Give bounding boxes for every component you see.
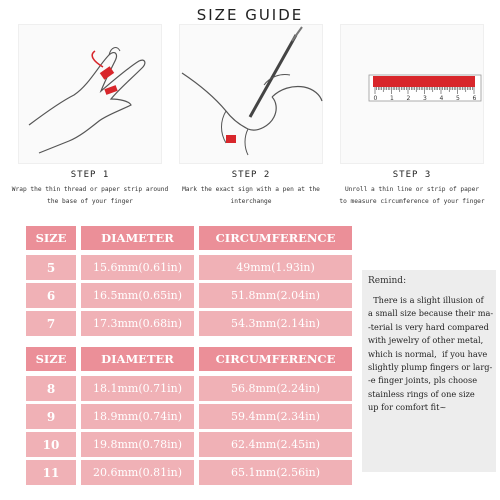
step-2-desc-line: Mark the exact sign with a pen at the — [182, 186, 320, 193]
diameter-cell: 17.3mm(0.68in) — [81, 311, 194, 336]
step-3-illustration — [340, 24, 484, 164]
remind-title: Remind: — [368, 276, 407, 286]
circumference-cell: 56.8mm(2.24in) — [199, 376, 352, 401]
remind-line: which is normal, if you have — [368, 348, 488, 359]
circumference-header: CIRCUMFERENCE — [199, 226, 352, 250]
step-2-desc-line: interchange — [230, 198, 272, 205]
remind-line: -terial is very hard compared — [368, 321, 489, 332]
diameter-cell: 16.5mm(0.65in) — [81, 283, 194, 308]
step-2-title: STEP 2 — [231, 170, 271, 180]
step-2-illustration — [179, 24, 323, 164]
ruler-tick-label: 6 — [472, 95, 477, 102]
circumference-cell: 51.8mm(2.04in) — [199, 283, 352, 308]
circumference-cell: 59.4mm(2.34in) — [199, 404, 352, 429]
circumference-header: CIRCUMFERENCE — [199, 347, 352, 371]
step-1-desc-line: the base of your finger — [47, 198, 133, 205]
remind-line: with jewelry of other metal, — [368, 335, 484, 346]
ruler-tick-label: 5 — [456, 95, 460, 102]
hand-wrap-icon — [19, 25, 163, 165]
diameter-header: DIAMETER — [81, 226, 194, 250]
circumference-cell: 49mm(1.93in) — [199, 255, 352, 280]
size-cell: 5 — [26, 255, 76, 280]
size-header: SIZE — [26, 226, 76, 250]
ruler-tick-label: 2 — [406, 95, 411, 102]
size-cell: 6 — [26, 283, 76, 308]
step-1-description — [10, 184, 170, 208]
remind-line: -e finger joints, pls choose — [368, 375, 478, 386]
ruler-tick-label: 1 — [390, 95, 394, 102]
circumference-cell: 65.1mm(2.56in) — [199, 460, 352, 485]
remind-box — [362, 270, 496, 472]
size-cell: 8 — [26, 376, 76, 401]
step-3-description — [332, 184, 492, 208]
page-title: SIZE GUIDE — [196, 6, 304, 24]
diameter-header: DIAMETER — [81, 347, 194, 371]
diameter-cell: 18.1mm(0.71in) — [81, 376, 194, 401]
step-1-title: STEP 1 — [70, 170, 110, 180]
step-1-illustration — [18, 24, 162, 164]
diameter-cell: 18.9mm(0.74in) — [81, 404, 194, 429]
remind-line: stainless rings of one size — [368, 388, 475, 399]
size-cell: 10 — [26, 432, 76, 457]
step-1-desc-line: Wrap the thin thread or paper strip around — [11, 186, 169, 193]
step-2-description — [171, 184, 331, 208]
remind-line: slightly plump fingers or larg- — [368, 362, 493, 373]
diameter-cell: 19.8mm(0.78in) — [81, 432, 194, 457]
size-cell: 9 — [26, 404, 76, 429]
step-3-desc-line: Unroll a thin line or strip of paper — [344, 186, 480, 193]
hand-pen-icon — [180, 25, 324, 165]
size-header: SIZE — [26, 347, 76, 371]
circumference-cell: 54.3mm(2.14in) — [199, 311, 352, 336]
size-cell: 11 — [26, 460, 76, 485]
remind-line: There is a slight illusion of — [368, 295, 484, 305]
circumference-cell: 62.4mm(2.45in) — [199, 432, 352, 457]
ruler-tick-label: 0 — [373, 95, 378, 102]
remind-line: a small size because their ma- — [368, 308, 494, 319]
step-3-desc-line: to measure circumference of your finger — [339, 198, 485, 205]
remind-text — [368, 294, 492, 415]
remind-line: up for comfort fit~ — [368, 402, 447, 413]
ruler-tick-label: 3 — [423, 95, 427, 102]
step-3-title: STEP 3 — [392, 170, 432, 180]
ruler-icon — [341, 25, 485, 165]
size-cell: 7 — [26, 311, 76, 336]
diameter-cell: 20.6mm(0.81in) — [81, 460, 194, 485]
diameter-cell: 15.6mm(0.61in) — [81, 255, 194, 280]
ruler-tick-label: 4 — [439, 95, 444, 102]
